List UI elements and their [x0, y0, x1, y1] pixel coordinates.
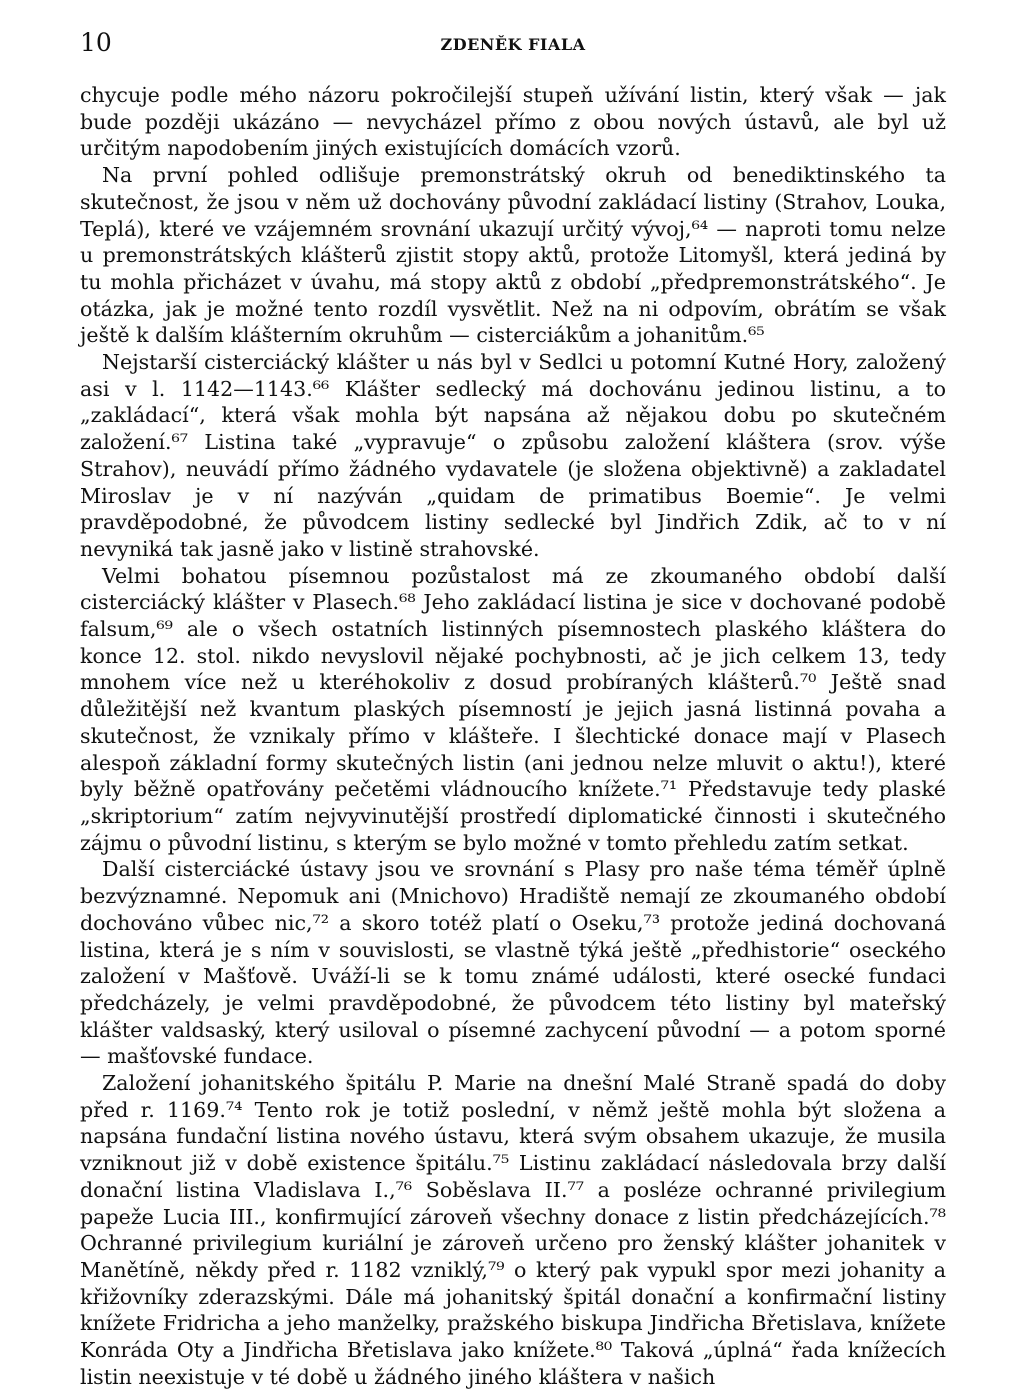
paragraph: Velmi bohatou písemnou pozůstalost má ze zkoumaného období další cisterciácký klášter v Plasech.⁶⁸ Jeho zakládací listina je sice v dochované podobě falsum,⁶⁹ ale o všech ostatních listinných písemnostech plaského kláštera do konce 12. stol. nikdo nevyslovil nějaké pochybnosti, ač je jich celkem 13, tedy mnohem více než u kteréhokoliv z dosud probíraných klášterů.⁷⁰ Ještě snad důležitější než kvantum plaských písemností je jejich jasná listinná povaha a skutečnost, že vznikaly přímo v klášteře. I šlechtické donace mají v Plasech alespoň základní formy skutečných listin (ani jednou nelze mluvit o aktu!), které byly běžně opatřovány pečetěmi vládnoucího knížete.⁷¹ Představuje tedy plaské „skriptorium“ zatím nejvyvinutější prostředí diplomatické činnosti i skutečného zájmu o původní listinu, s kterým se bylo možné v tomto přehledu zatím setkat. — [80, 563, 946, 855]
page-header — [80, 28, 946, 68]
running-head: ZDENĚK FIALA — [440, 35, 586, 54]
paragraph: chycuje podle mého názoru pokročilejší stupeň užívání listin, který však — jak bude později ukázáno — nevycházel přímo z obou nových ústavů, ale byl už určitým napodobením jiných existujících domácích vzorů. — [80, 83, 946, 161]
paragraph: Založení johanitského špitálu P. Marie na dnešní Malé Straně spadá do doby před r. 1169.⁷⁴ Tento rok je totiž poslední, v němž ještě mohla být složena a napsána fundační listina nového ústavu, která svým obsahem ukazuje, že musila vzniknout již v době existence špitálu.⁷⁵ Listinu zakládací následovala brzy další donační listina Vladislava I.,⁷⁶ Soběslava II.⁷⁷ a posléze ochranné privilegium papeže Lucia III., konfirmující zároveň všechny donace z listin předcházejících.⁷⁸ Ochranné privilegium kuriální je zároveň určeno pro ženský klášter johanitek v Manětíně, někdy před r. 1182 vzniklý,⁷⁹ o který pak vypukl spor mezi johanity a křižovníky zderazskými. Dále má johanitský špitál donační a konfirmační listiny knížete Fridricha a jeho manželky, pražského biskupa Jindřicha Břetislava, knížete Konráda Oty a Jindřicha Břetislava jako knížete.⁸⁰ Taková „úplná“ řada knížecích listin neexistuje v té době u žádného jiného kláštera v našich — [80, 1071, 946, 1389]
page-number: 10 — [80, 28, 112, 57]
paragraph: Další cisterciácké ústavy jsou ve srovnání s Plasy pro naše téma téměř úplně bezvýznamné. Nepomuk ani (Mnichovo) Hradiště nemají ze zkoumaného období dochováno vůbec nic,⁷² a skoro totéž platí o Oseku,⁷³ protože jediná dochovaná listina, která je s ním v souvislosti, se vlastně týká ještě „předhistorie“ oseckého založení v Mašťově. Uváží-li se k tomu známé události, které osecké fundaci předcházely, je velmi pravděpodobné, že původcem této listiny byl mateřský klášter valdsaský, který usiloval o písemné zachycení původní — a potom sporné — mašťovské fundace. — [80, 857, 946, 1069]
paragraph: Na první pohled odlišuje premonstrátský okruh od benediktinského ta skutečnost, že jsou v něm už dochovány původní zakládací listiny (Strahov, Louka, Teplá), které ve vzájemném srovnání ukazují určitý vývoj,⁶⁴ — naproti tomu nelze u premonstrátských klášterů zjistit stopy aktů, protože Litomyšl, která jediná by tu mohla přicházet v úvahu, má stopy aktů z období „předpremonstrátského“. Je otázka, jak je možné tento rozdíl vysvětlit. Než na ni odpovím, obrátím se však ještě k dalším klášterním okruhům — cisterciákům a johanitům.⁶⁵ — [80, 163, 946, 348]
paragraph: Nejstarší cisterciácký klášter u nás byl v Sedlci u potomní Kutné Hory, založený asi v l. 1142—1143.⁶⁶ Klášter sedlecký má dochovánu jedinou listinu, a to „zakládací“, která však mohla být napsána až nějakou dobu po skutečném založení.⁶⁷ Listina také „vypravuje“ o způsobu založení kláštera (srov. výše Strahov), neuvádí přímo žádného vydavatele (je složena objektivně) a zakladatel Miroslav je v ní nazýván „quidam de primatibus Boemie“. Je velmi pravděpodobné, že původcem listiny sedlecké byl Jindřich Zdik, ač to v ní nevyniká tak jasně jako v listině strahovské. — [80, 350, 946, 561]
body-text — [80, 82, 946, 1390]
